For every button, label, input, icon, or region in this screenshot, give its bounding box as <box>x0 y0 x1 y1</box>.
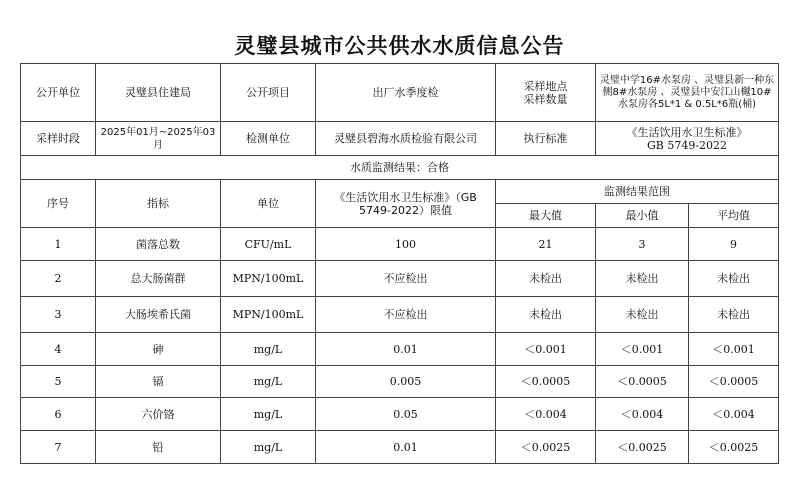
info-row-2 <box>21 122 779 156</box>
header-limit: 《生活饮用水卫生标准》（GB 5749-2022）限值 <box>316 180 496 228</box>
cell-unit: MPN/100mL <box>221 261 316 297</box>
cell-seq: 7 <box>21 431 96 464</box>
cell-max: ＜0.0025 <box>496 431 596 464</box>
cell-limit: 0.005 <box>316 366 496 398</box>
cell-indicator: 铅 <box>96 431 221 464</box>
sample-location-label: 采样地点 <box>523 79 568 93</box>
cell-max: 21 <box>496 228 596 261</box>
table-row <box>21 431 779 464</box>
lab-label: 检测单位 <box>221 122 316 156</box>
cell-indicator: 砷 <box>96 333 221 366</box>
cell-min: 3 <box>596 228 689 261</box>
cell-indicator: 总大肠菌群 <box>96 261 221 297</box>
table-row <box>21 366 779 398</box>
std-value <box>596 122 779 156</box>
table-row <box>21 228 779 261</box>
cell-min: ＜0.0005 <box>596 366 689 398</box>
table-row <box>21 333 779 366</box>
period-label: 采样时段 <box>21 122 96 156</box>
info-row-1 <box>21 64 779 122</box>
cell-min: 未检出 <box>596 261 689 297</box>
cell-indicator: 大肠埃希氏菌 <box>96 297 221 333</box>
cell-limit: 0.01 <box>316 431 496 464</box>
cell-limit: 不应检出 <box>316 297 496 333</box>
cell-seq: 5 <box>21 366 96 398</box>
cell-limit: 100 <box>316 228 496 261</box>
cell-seq: 6 <box>21 398 96 431</box>
cell-avg: ＜0.004 <box>689 398 779 431</box>
cell-min: ＜0.0025 <box>596 431 689 464</box>
cell-limit: 0.05 <box>316 398 496 431</box>
cell-unit: CFU/mL <box>221 228 316 261</box>
cell-min: ＜0.004 <box>596 398 689 431</box>
data-rows <box>21 228 779 464</box>
cell-avg: ＜0.001 <box>689 333 779 366</box>
table-row <box>21 261 779 297</box>
table-row <box>21 398 779 431</box>
cell-avg: 9 <box>689 228 779 261</box>
cell-unit: mg/L <box>221 398 316 431</box>
cell-limit: 0.01 <box>316 333 496 366</box>
cell-avg: ＜0.0025 <box>689 431 779 464</box>
cell-max: ＜0.0005 <box>496 366 596 398</box>
cell-avg: ＜0.0005 <box>689 366 779 398</box>
cell-seq: 2 <box>21 261 96 297</box>
std-name: 《生活饮用水卫生标准》 <box>626 125 748 139</box>
cell-unit: mg/L <box>221 431 316 464</box>
header-unit: 单位 <box>221 180 316 228</box>
std-code: GB 5749-2022 <box>646 138 728 152</box>
page-title: 灵璧县城市公共供水水质信息公告 <box>234 33 565 58</box>
cell-avg: 未检出 <box>689 261 779 297</box>
sample-label <box>496 64 596 122</box>
cell-indicator: 镉 <box>96 366 221 398</box>
cell-max: 未检出 <box>496 297 596 333</box>
cell-indicator: 六价铬 <box>96 398 221 431</box>
period-value: 2025年01月~2025年03月 <box>96 122 221 156</box>
water-quality-table <box>20 63 779 464</box>
cell-max: 未检出 <box>496 261 596 297</box>
result-banner-row <box>21 156 779 180</box>
cell-avg: 未检出 <box>689 297 779 333</box>
cell-min: 未检出 <box>596 297 689 333</box>
sample-value: 灵璧中学16#水泵房 、灵璧县新一种东侧8#水泵房 、灵璧县中安江山樾10#水泵房各5L*1 & 0.5L*6瓶(桶) <box>596 64 779 122</box>
table-row <box>21 297 779 333</box>
header-seq: 序号 <box>21 180 96 228</box>
cell-unit: mg/L <box>221 333 316 366</box>
cell-seq: 4 <box>21 333 96 366</box>
header-max: 最大值 <box>496 204 596 228</box>
cell-seq: 3 <box>21 297 96 333</box>
item-value: 出厂水季度检 <box>316 64 496 122</box>
std-label: 执行标准 <box>496 122 596 156</box>
cell-unit: MPN/100mL <box>221 297 316 333</box>
lab-value: 灵璧县碧海水质检验有限公司 <box>316 122 496 156</box>
unit-label: 公开单位 <box>21 64 96 122</box>
cell-unit: mg/L <box>221 366 316 398</box>
header-indicator: 指标 <box>96 180 221 228</box>
cell-limit: 不应检出 <box>316 261 496 297</box>
header-range: 监测结果范围 <box>496 180 779 204</box>
cell-max: ＜0.004 <box>496 398 596 431</box>
cell-seq: 1 <box>21 228 96 261</box>
item-label: 公开项目 <box>221 64 316 122</box>
header-min: 最小值 <box>596 204 689 228</box>
header-row-1 <box>21 180 779 204</box>
header-avg: 平均值 <box>689 204 779 228</box>
cell-indicator: 菌落总数 <box>96 228 221 261</box>
cell-max: ＜0.001 <box>496 333 596 366</box>
result-banner: 水质监测结果：合格 <box>21 156 779 180</box>
cell-min: ＜0.001 <box>596 333 689 366</box>
sample-quantity-label: 采样数量 <box>523 92 568 106</box>
unit-value: 灵璧县住建局 <box>96 64 221 122</box>
